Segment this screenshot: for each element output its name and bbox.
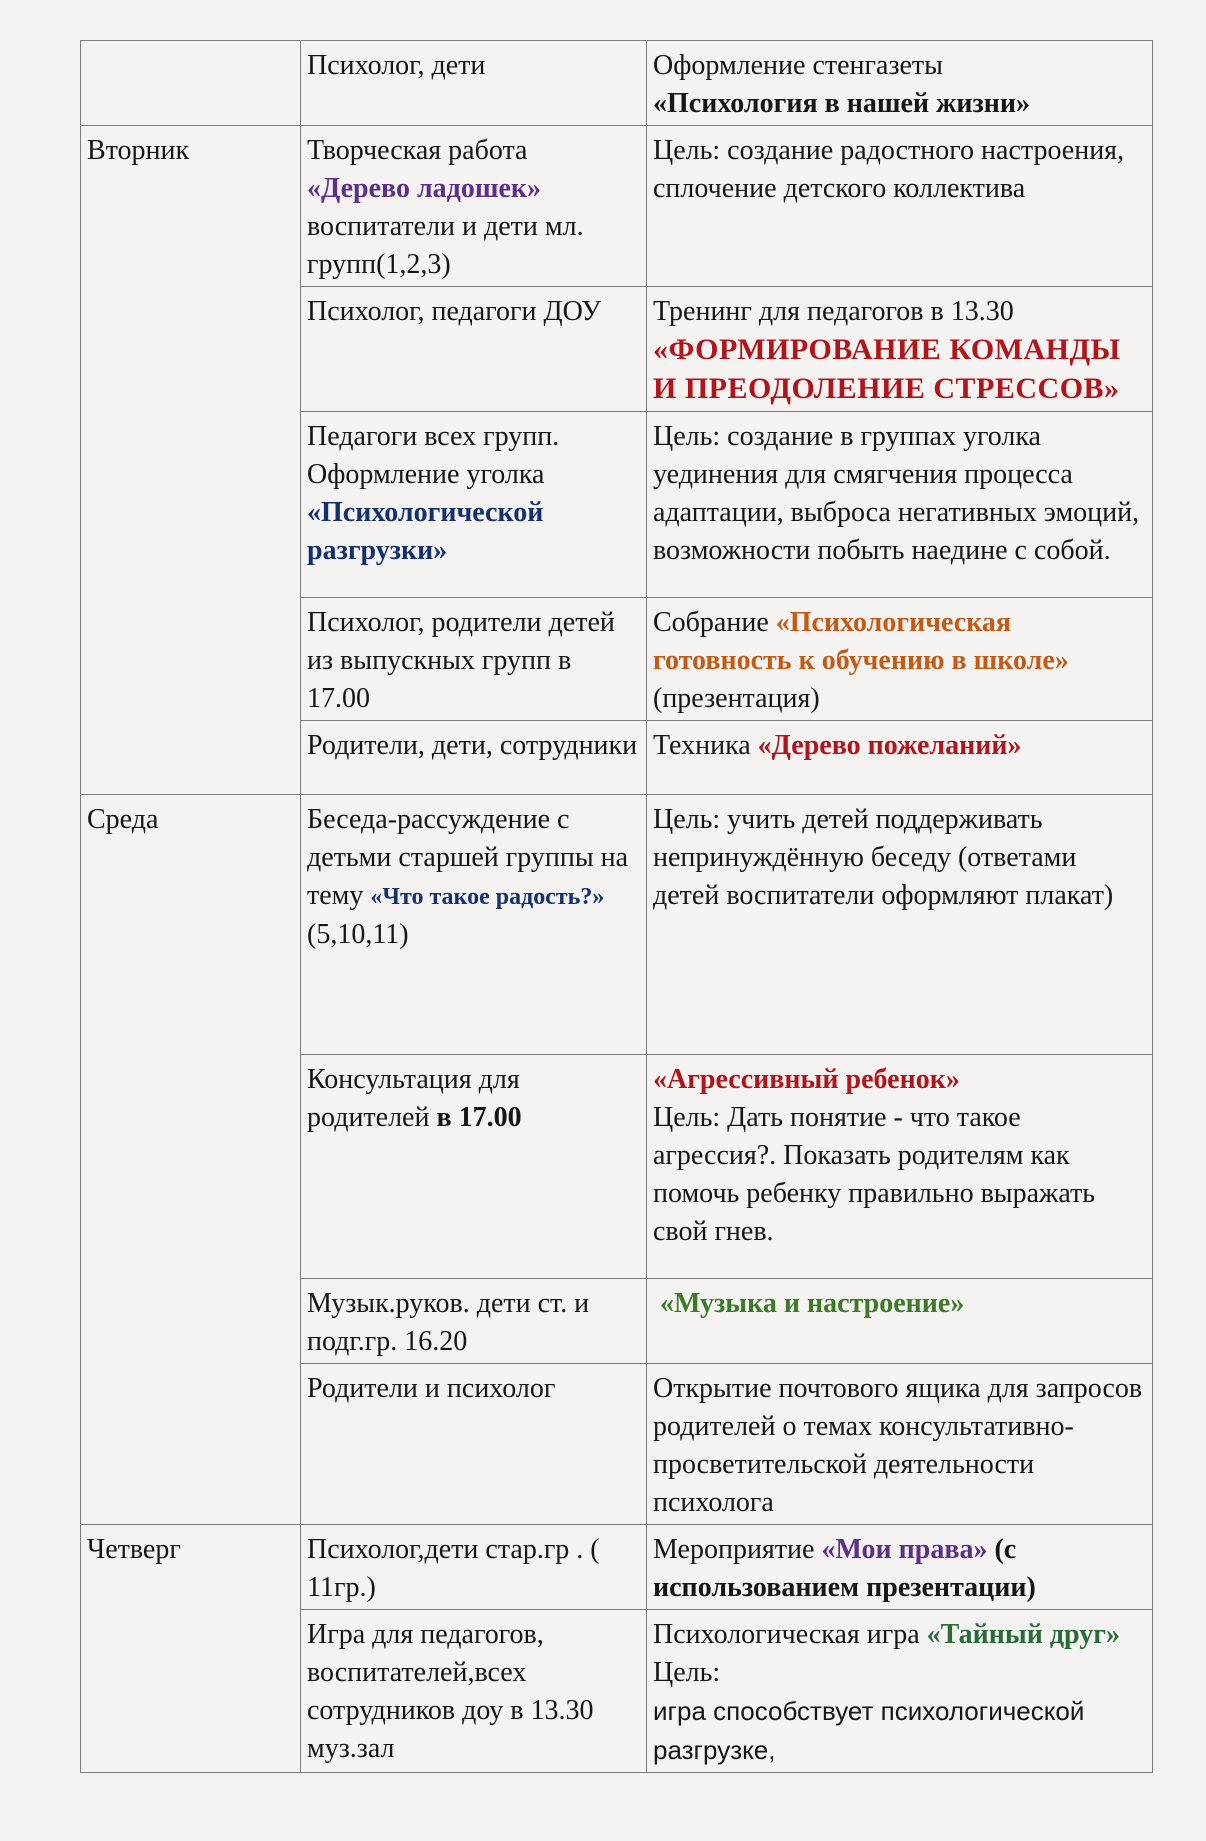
activity-cell bbox=[647, 287, 1153, 412]
activity-title: «Дерево пожеланий» bbox=[757, 730, 1022, 761]
day-cell-thursday: Четверг bbox=[81, 1525, 301, 1773]
participants-text: (5,10,11) bbox=[307, 919, 409, 950]
activity-cell bbox=[647, 1610, 1153, 1773]
activity-cell: Цель: создание в группах уголка уединения для смягчения процесса адаптации, выброса негативных эмоций, возможности побыть наедине с собой. bbox=[647, 412, 1153, 598]
day-cell-wednesday: Среда bbox=[81, 795, 301, 1525]
table-row bbox=[81, 126, 1153, 287]
activity-text: Оформление стенгазеты bbox=[653, 50, 943, 81]
participants-text: Педагоги всех групп. Оформление уголка bbox=[307, 421, 560, 490]
participants-cell: Психолог, педагоги ДОУ bbox=[301, 287, 647, 412]
activity-title: «ФОРМИРОВАНИЕ КОМАНДЫ И ПРЕОДОЛЕНИЕ СТРЕССОВ» bbox=[653, 333, 1121, 405]
activity-title: «Психологической разгрузки» bbox=[307, 497, 544, 566]
activity-text: Мероприятие bbox=[653, 1534, 815, 1565]
activity-cell: Открытие почтового ящика для запросов родителей о темах консультативно-просветительской деятельности психолога bbox=[647, 1364, 1153, 1525]
activity-cell bbox=[647, 721, 1153, 795]
participants-cell: Психолог,дети стар.гр . ( 11гр.) bbox=[301, 1525, 647, 1610]
activity-cell: Цель: создание радостного настроения, сплочение детского коллектива bbox=[647, 126, 1153, 287]
activity-cell bbox=[647, 1279, 1153, 1364]
activity-cell bbox=[647, 1055, 1153, 1279]
participants-cell bbox=[301, 412, 647, 598]
participants-cell: Родители, дети, сотрудники bbox=[301, 721, 647, 795]
activity-cell: Цель: учить детей поддерживать непринуждённую беседу (ответами детей воспитатели оформляют плакат) bbox=[647, 795, 1153, 1055]
activity-cell bbox=[647, 598, 1153, 721]
activity-text: (с использованием презентации) bbox=[653, 1534, 1036, 1603]
participants-cell: Психолог, дети bbox=[301, 41, 647, 126]
table-row bbox=[81, 795, 1153, 1055]
activity-text: Тренинг для педагогов в 13.30 bbox=[653, 296, 1014, 327]
activity-text: (презентация) bbox=[653, 683, 820, 714]
activity-title: «Музыка и настроение» bbox=[660, 1288, 965, 1319]
activity-title: «Психология в нашей жизни» bbox=[653, 88, 1031, 119]
activity-text: Собрание bbox=[653, 607, 769, 638]
participants-text: Беседа-рассуждение с детьми старшей группы на тему bbox=[307, 804, 629, 911]
participants-cell: Психолог, родители детей из выпускных групп в 17.00 bbox=[301, 598, 647, 721]
participants-text: воспитатели и дети мл. групп(1,2,3) bbox=[307, 211, 584, 280]
participants-cell bbox=[301, 126, 647, 287]
activity-text: игра способствует психологической разгрузке, bbox=[653, 1696, 1085, 1765]
day-cell bbox=[81, 41, 301, 126]
participants-text: Творческая работа bbox=[307, 135, 528, 166]
activity-text: Психологическая игра bbox=[653, 1619, 920, 1650]
activity-title: «Агрессивный ребенок» bbox=[653, 1064, 960, 1095]
activity-title: «Психологическая готовность к обучению в школе» bbox=[653, 607, 1069, 676]
participants-cell: Игра для педагогов, воспитателей,всех сотрудников доу в 13.30 муз.зал bbox=[301, 1610, 647, 1773]
activity-title: «Что такое радость?» bbox=[370, 884, 605, 910]
activity-cell bbox=[647, 41, 1153, 126]
schedule-table bbox=[80, 40, 1153, 1773]
participants-cell bbox=[301, 1055, 647, 1279]
activity-title: «Мои права» bbox=[821, 1534, 988, 1565]
table-row bbox=[81, 1525, 1153, 1610]
table-row bbox=[81, 41, 1153, 126]
activity-cell bbox=[647, 1525, 1153, 1610]
activity-title: «Дерево ладошек» bbox=[307, 173, 542, 204]
activity-title: «Тайный друг» bbox=[926, 1619, 1120, 1650]
day-cell-tuesday: Вторник bbox=[81, 126, 301, 795]
participants-cell bbox=[301, 795, 647, 1055]
participants-cell: Музык.руков. дети ст. и подг.гр. 16.20 bbox=[301, 1279, 647, 1364]
participants-cell: Родители и психолог bbox=[301, 1364, 647, 1525]
participants-text: Консультация для родителей bbox=[307, 1064, 520, 1133]
activity-text: Цель: Дать понятие - что такое агрессия?. Показать родителям как помочь ребенку правильно выражать свой гнев. bbox=[653, 1102, 1096, 1247]
participants-time: в 17.00 bbox=[436, 1102, 522, 1133]
activity-text: Техника bbox=[653, 730, 751, 761]
activity-text: Цель: bbox=[653, 1657, 721, 1688]
